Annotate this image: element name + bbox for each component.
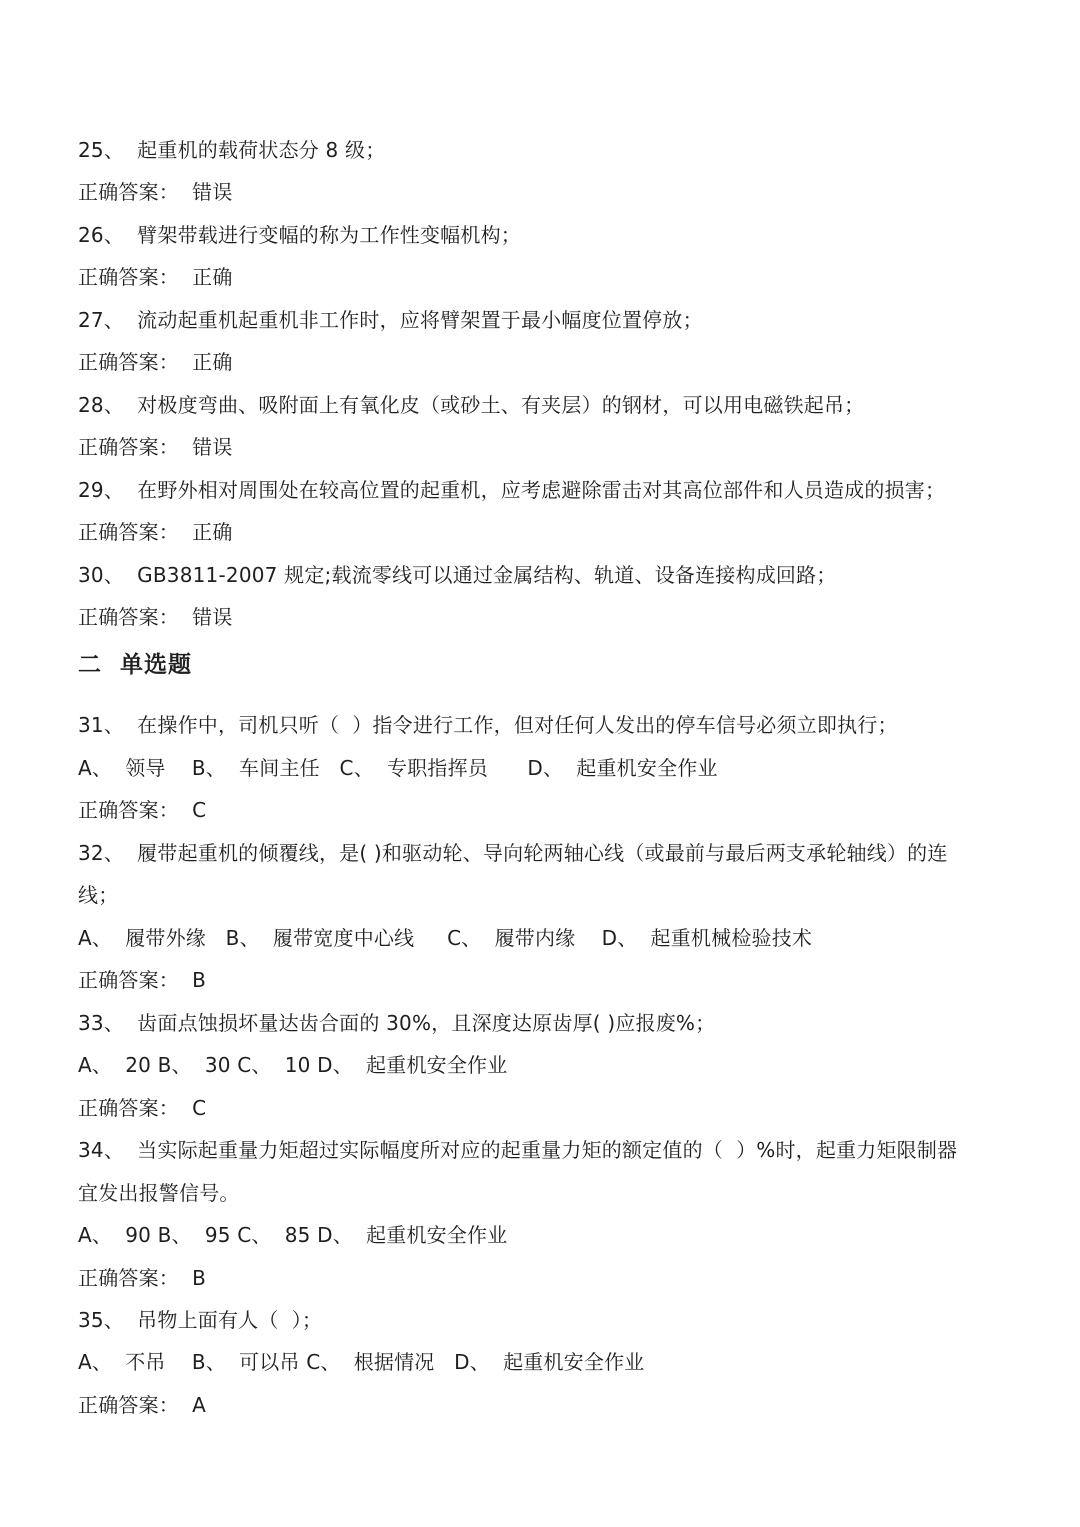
question-32-continued: 线； [78,883,119,907]
answer-31: 正确答案： C [78,798,207,822]
answer-35: 正确答案： A [78,1393,206,1417]
question-31: 31、 在操作中，司机只听（ ）指令进行工作，但对任何人发出的停车信号必须立即执行； [78,713,898,737]
question-28: 28、 对极度弯曲、吸附面上有氧化皮（或砂土、有夹层）的钢材，可以用电磁铁起吊； [78,393,865,417]
answer-33: 正确答案： C [78,1096,207,1120]
options-31: A、 领导 B、 车间主任 C、 专职指挥员 D、 起重机安全作业 [78,756,718,780]
question-26: 26、 臂架带载进行变幅的称为工作性变幅机构； [78,223,521,247]
answer-27: 正确答案： 正确 [78,350,233,374]
question-27: 27、 流动起重机起重机非工作时，应将臂架置于最小幅度位置停放； [78,308,703,332]
answer-28: 正确答案： 错误 [78,435,233,459]
question-25: 25、 起重机的载荷状态分 8 级； [78,138,386,162]
question-30: 30、 GB3811-2007 规定;载流零线可以通过金属结构、轨道、设备连接构成回路； [78,563,837,587]
answer-34: 正确答案： B [78,1266,207,1290]
question-32: 32、 履带起重机的倾覆线，是( )和驱动轮、导向轮两轴心线（或最前与最后两支承轮轴线）的连 [78,841,948,865]
options-32: A、 履带外缘 B、 履带宽度中心线 C、 履带内缘 D、 起重机械检验技术 [78,926,813,950]
answer-30: 正确答案： 错误 [78,605,233,629]
answer-29: 正确答案： 正确 [78,520,233,544]
answer-25: 正确答案： 错误 [78,180,233,204]
options-33: A、 20 B、 30 C、 10 D、 起重机安全作业 [78,1053,508,1077]
question-33: 33、 齿面点蚀损坏量达齿合面的 30%，且深度达原齿厚( )应报废%； [78,1011,716,1035]
question-34-continued: 宜发出报警信号。 [78,1181,240,1205]
options-35: A、 不吊 B、 可以吊 C、 根据情况 D、 起重机安全作业 [78,1350,645,1374]
answer-26: 正确答案： 正确 [78,265,233,289]
section-title-single-choice: 二 单选题 [78,652,193,678]
question-35: 35、 吊物上面有人（ ）； [78,1308,323,1332]
question-34: 34、 当实际起重量力矩超过实际幅度所对应的起重量力矩的额定值的（ ）%时，起重力矩限制器 [78,1138,958,1162]
question-29: 29、 在野外相对周围处在较高位置的起重机，应考虑避除雷击对其高位部件和人员造成的损害； [78,478,946,502]
options-34: A、 90 B、 95 C、 85 D、 起重机安全作业 [78,1223,508,1247]
answer-32: 正确答案： B [78,968,207,992]
